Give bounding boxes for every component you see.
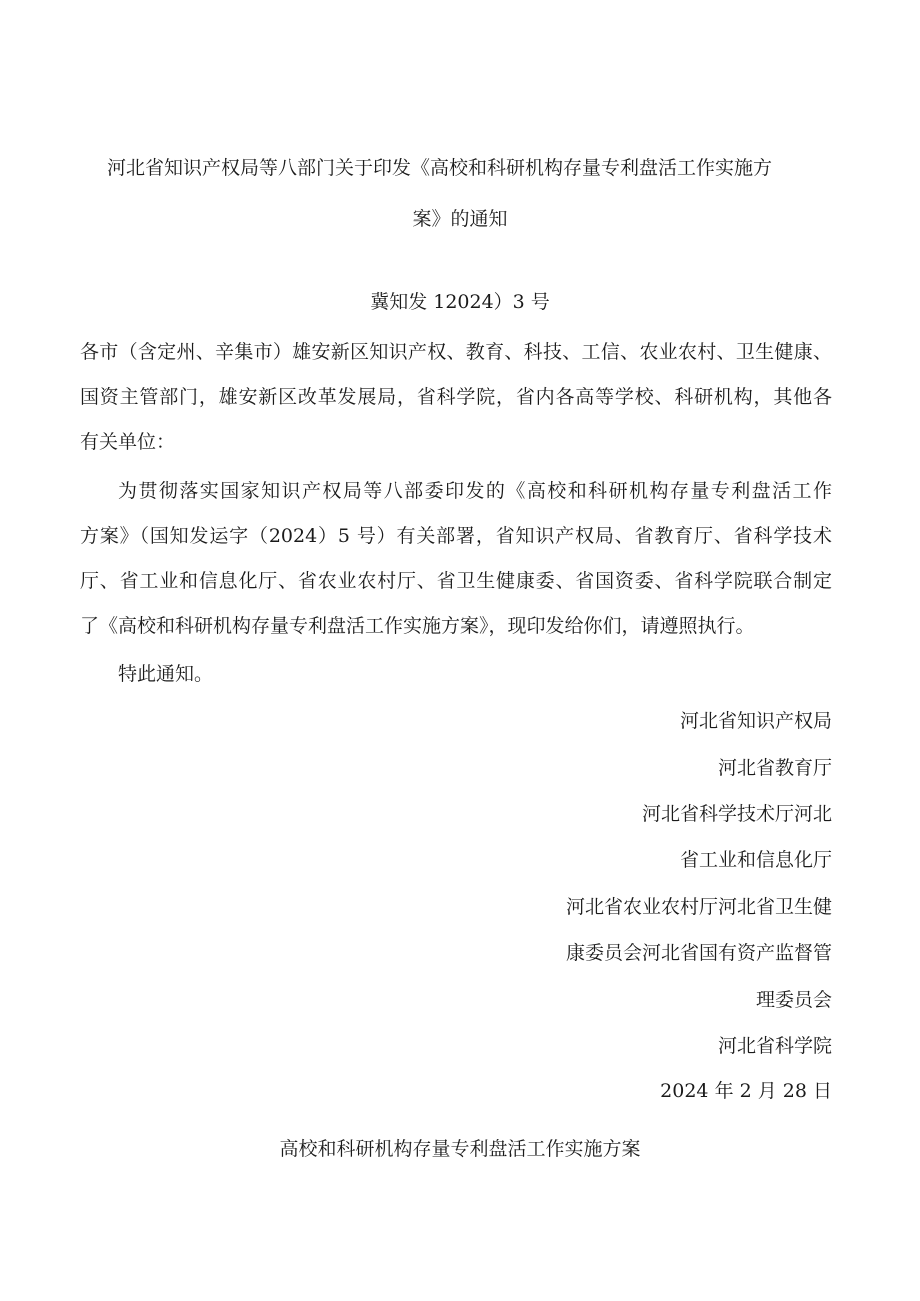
signatory-4: 省工业和信息化厅 (679, 849, 832, 871)
recipients-line-1: 各市（含定州、辛集市）雄安新区知识产权、教育、科技、工信、农业农村、卫生健康、 (80, 341, 832, 363)
closing-text: 特此通知。 (118, 663, 214, 685)
recipients-line-3: 有关单位： (80, 431, 176, 453)
signatory-5: 河北省农业农村厅河北省卫生健 (565, 896, 832, 918)
title-line-1: 河北省知识产权局等八部门关于印发《高校和科研机构存量专利盘活工作实施方 (107, 157, 773, 179)
body-line-4: 了《高校和科研机构存量专利盘活工作实施方案》，现印发给你们，请遵照执行。 (80, 615, 755, 637)
body-line-1: 为贯彻落实国家知识产权局等八部委印发的《高校和科研机构存量专利盘活工作 (118, 480, 832, 502)
signatory-6: 康委员会河北省国有资产监督管 (565, 942, 832, 964)
document-number: 冀知发 12024）3 号 (370, 291, 550, 313)
body-line-3: 厅、省工业和信息化厅、省农业农村厅、省卫生健康委、省国资委、省科学院联合制定 (80, 570, 832, 592)
recipients-line-2: 国资主管部门，雄安新区改革发展局，省科学院，省内各高等学校、科研机构，其他各 (80, 386, 832, 408)
title-line-2: 案》的通知 (412, 208, 508, 230)
attachment-title: 高校和科研机构存量专利盘活工作实施方案 (279, 1138, 641, 1160)
body-line-2: 方案》（国知发运字（2024）5 号）有关部署，省知识产权局、省教育厅、省科学技术 (80, 525, 832, 547)
signatory-8: 河北省科学院 (717, 1035, 832, 1057)
document-date: 2024 年 2 月 28 日 (660, 1080, 832, 1102)
signatory-3: 河北省科学技术厅河北 (641, 803, 832, 825)
signatory-1: 河北省知识产权局 (679, 710, 832, 732)
signatory-7: 理委员会 (755, 989, 832, 1011)
signatory-2: 河北省教育厅 (717, 757, 832, 779)
